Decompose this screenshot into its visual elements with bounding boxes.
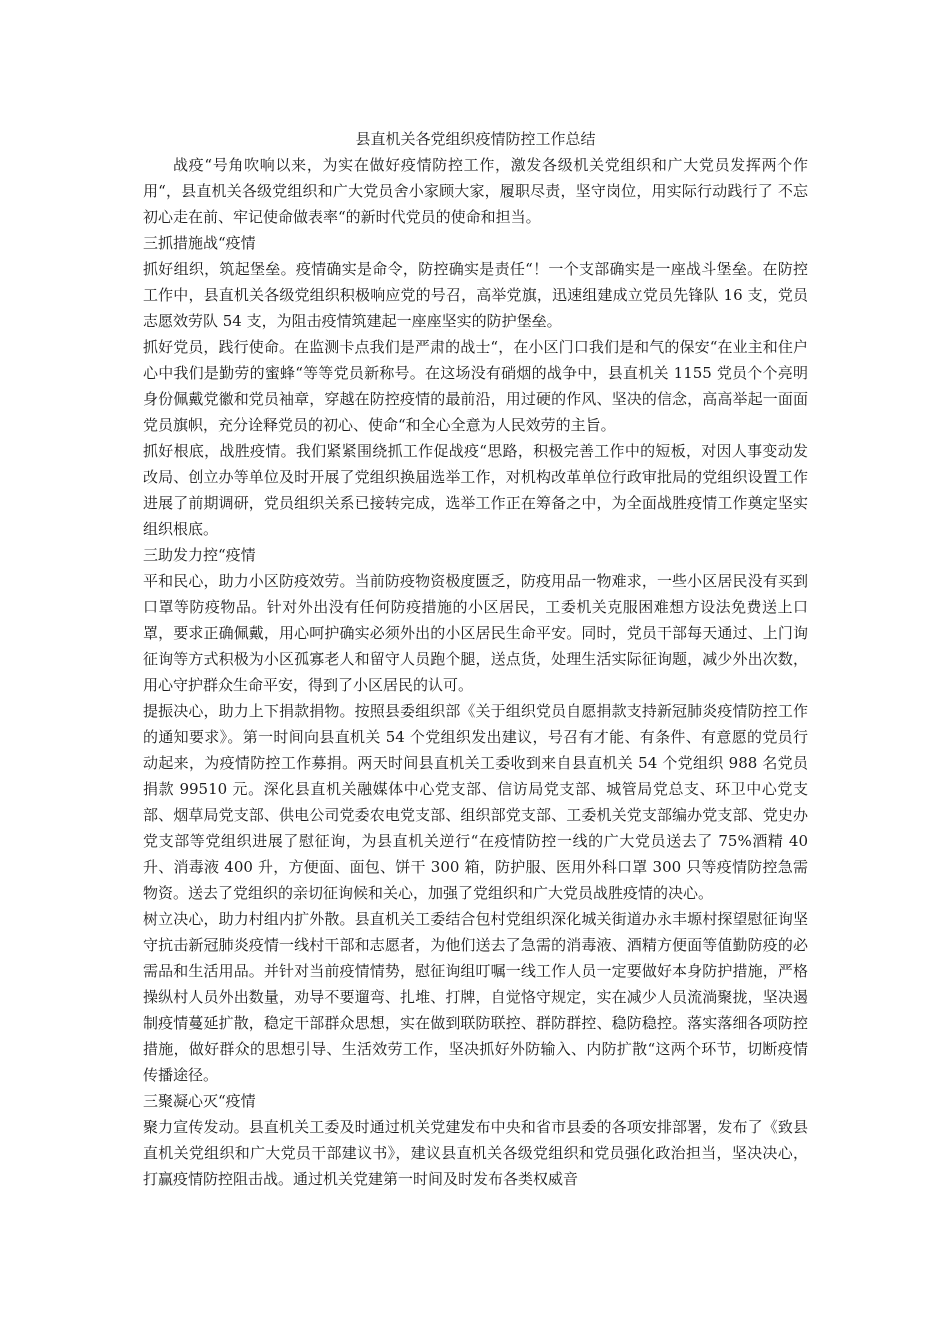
section-paragraph: 树立决心，助力村组内扩外散。县直机关工委结合包村党组织深化城关街道办永丰塬村探望慰征询坚守抗击新冠肺炎疫情一线村干部和志愿者，为他们送去了急需的消毒液、酒精方便面等值勤防疫的必需品和生活用品。并针对当前疫情情势，慰征询组叮嘱一线工作人员一定要做好本身防护措施，严格操纵村人员外出数量，劝导不要遛弯、扎堆、打牌，自觉恪守规定，实在减少人员流淌聚拢，坚决遏制疫情蔓延扩散，稳定干部群众思想，实在做到联防联控、群防群控、稳防稳控。落实落细各项防控措施，做好群众的思想引导、生活效劳工作，坚决抓好外防输入、内防扩散“这两个环节，切断疫情传播途径。 <box>143 910 808 1084</box>
section-heading: 三抓措施战“疫情 <box>143 234 256 252</box>
section-paragraph: 平和民心，助力小区防疫效劳。当前防疫物资极度匮乏，防疫用品一物难求，一些小区居民没有买到口罩等防疫物品。针对外出没有任何防疫措施的小区居民，工委机关克服困难想方设法免费送上口罩，要求正确佩戴，用心呵护确实必须外出的小区居民生命平安。同时，党员干部每天通过、上门询征询等方式积极为小区孤寡老人和留守人员跑个腿，送点货，处理生活实际征询题，减少外出次数，用心守护群众生命平安，得到了小区居民的认可。 <box>143 572 808 694</box>
section-paragraph: 提振决心，助力上下捐款捐物。按照县委组织部《关于组织党员自愿捐款支持新冠肺炎疫情防控工作的通知要求》。第一时间向县直机关 54 个党组织发出建议，号召有才能、有条件、有意愿的党员行动起来，为疫情防控工作募捐。两天时间县直机关工委收到来自县直机关 54 个党组织 988 名党员捐款 99510 元。深化县直机关融媒体中心党支部、信访局党支部、城管局党总支、环卫中心党支部、烟草局党支部、供电公司党委农电党支部、组织部党支部、工委机关党支部编办党支部、党史办党支部等党组织进展了慰征询，为县直机关逆行“在疫情防控一线的广大党员送去了 75%酒精 40 升、消毒液 400 升，方便面、面包、饼干 300 箱，防护服、医用外科口罩 300 只等疫情防控急需物资。送去了党组织的亲切征询候和关心，加强了党组织和广大党员战胜疫情的决心。 <box>143 702 808 902</box>
document-page <box>143 126 808 1192</box>
intro-paragraph: 战疫“号角吹响以来，为实在做好疫情防控工作，激发各级机关党组织和广大党员发挥两个作用“，县直机关各级党组织和广大党员舍小家顾大家，履职尽责，坚守岗位，用实际行动践行了 不忘初心走在前、牢记使命做表率“的新时代党员的使命和担当。 <box>143 156 808 226</box>
section-heading: 三助发力控“疫情 <box>143 546 256 564</box>
section-paragraph: 抓好组织，筑起堡垒。疫情确实是命令，防控确实是责任“！一个支部确实是一座战斗堡垒。在防控工作中，县直机关各级党组织积极响应党的号召，高举党旗，迅速组建成立党员先锋队 16 支，党员志愿效劳队 54 支，为阻击疫情筑建起一座座坚实的防护堡垒。 <box>143 260 808 330</box>
section-paragraph: 聚力宣传发动。县直机关工委及时通过机关党建发布中央和省市县委的各项安排部署，发布了《致县直机关党组织和广大党员干部建议书》，建议县直机关各级党组织和党员强化政治担当，坚决决心，打赢疫情防控阻击战。通过机关党建第一时间及时发布各类权威音 <box>143 1118 808 1188</box>
section-paragraph: 抓好党员，践行使命。在监测卡点我们是严肃的战士“，在小区门口我们是和气的保安“在业主和住户心中我们是勤劳的蜜蜂“等等党员新称号。在这场没有硝烟的战争中，县直机关 1155 党员个个亮明身份佩戴党徽和党员袖章，穿越在防控疫情的最前沿，用过硬的作风、坚决的信念，高高举起一面面党员旗帜，充分诠释党员的初心、使命“和全心全意为人民效劳的主旨。 <box>143 338 808 434</box>
section-paragraph: 抓好根底，战胜疫情。我们紧紧围绕抓工作促战疫“思路，积极完善工作中的短板，对因人事变动发改局、创立办等单位及时开展了党组织换届选举工作，对机构改革单位行政审批局的党组织设置工作进展了前期调研，党员组织关系已接转完成，选举工作正在筹备之中，为全面战胜疫情工作奠定坚实组织根底。 <box>143 442 808 538</box>
document-title: 县直机关各党组织疫情防控工作总结 <box>355 130 596 148</box>
section-heading: 三聚凝心灭“疫情 <box>143 1092 256 1110</box>
